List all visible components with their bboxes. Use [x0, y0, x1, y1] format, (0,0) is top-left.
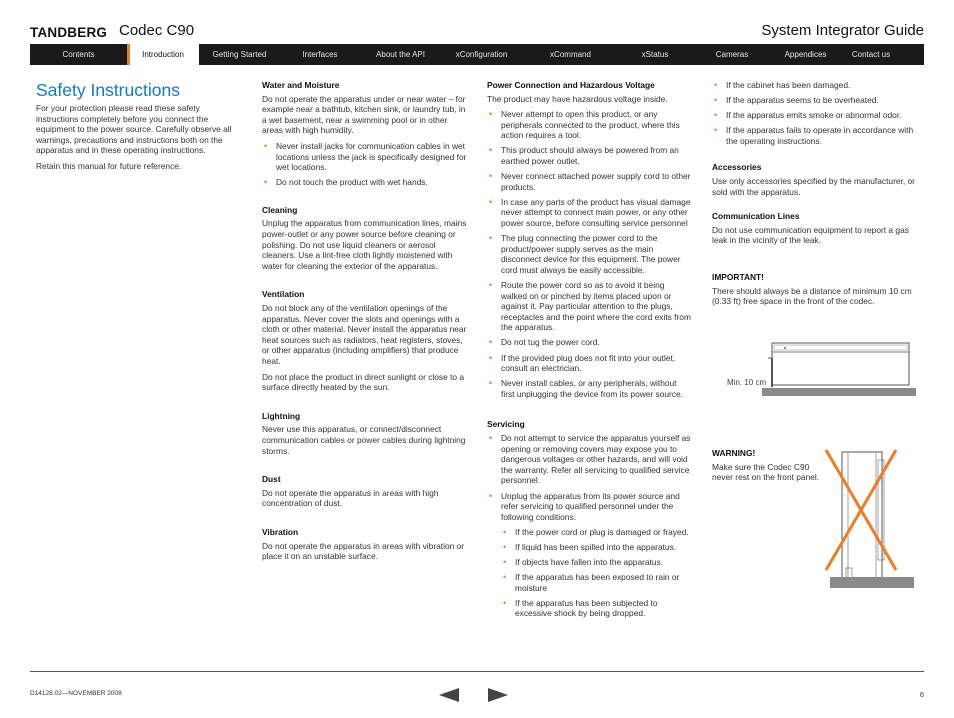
list-item: • In case any parts of the product has visual damage never attempt to connect main power, or any other power source, before consulting service personnel — [487, 197, 692, 229]
warning-text: Make sure the Codec C90 never rest on the front panel. — [712, 461, 820, 483]
tab-xstatus[interactable]: xStatus — [641, 50, 669, 59]
list-item: • If the cabinet has been damaged. — [712, 80, 922, 91]
page-title: Safety Instructions — [36, 80, 180, 100]
communication-text: Do not use communication equipment to report a gas leak in the vicinity of the leak. — [712, 224, 909, 246]
clearance-diagram — [712, 338, 916, 400]
intro-section — [36, 103, 241, 177]
list-item: • Do not attempt to service the apparatus yourself as opening or removing covers may expose you to dangerous voltages or other hazards, and will void the warranty. Refer all servicing to qualified service personnel. — [487, 433, 692, 486]
tab-cameras[interactable]: Cameras — [715, 50, 749, 59]
tab-getting-started[interactable]: Getting Started — [212, 50, 267, 59]
footer-divider — [30, 671, 924, 672]
lightning-heading: Lightning — [262, 410, 301, 421]
tab-contents[interactable]: Contents — [62, 50, 95, 59]
tab-appendices[interactable]: Appendices — [784, 50, 827, 59]
list-item: • Do not touch the product with wet hands. — [262, 177, 467, 188]
communication-heading: Communication Lines — [712, 211, 800, 222]
chapter-tabs — [30, 44, 924, 65]
lightning-text: Never use this apparatus, or connect/disconnect communication cables or power cables during lightning storms. — [262, 424, 466, 456]
list-item: • If the power cord or plug is damaged or frayed. — [487, 527, 692, 538]
safety-column-3 — [487, 80, 692, 623]
list-item: • Do not tug the power cord. — [487, 337, 692, 348]
cleaning-heading: Cleaning — [262, 204, 298, 215]
safety-column-4 — [712, 80, 922, 312]
product-name: Codec C90 — [119, 22, 195, 39]
list-item: • If the apparatus seems to be overheated. — [712, 95, 922, 106]
list-item: • If the apparatus fails to operate in accordance with the operating instructions. — [712, 125, 922, 146]
clearance-label: Min. 10 cm — [727, 378, 767, 387]
ventilation-text: Do not block any of the ventilation openings of the apparatus. Never cover the slots and openings with a cloth or other material. Never install the apparatus near heat sources such as radiators, heat registers, stoves, or other apparatus (including amplifiers) that produce heat. — [262, 303, 467, 366]
power-list — [487, 109, 692, 399]
tandberg-logo: TANDBERG — [30, 25, 108, 40]
tab-contact-us[interactable]: Contact us — [851, 50, 891, 59]
cleaning-text: Unplug the apparatus from communication lines, mains power-outlet or any power source before cleaning or polishing. Do not use liquid cleaners or aerosol cleaners. Use a lint-free cloth lightly moistened with water for cleaning the exterior of the apparatus. — [262, 218, 467, 271]
accessories-heading: Accessories — [712, 162, 762, 173]
retain-note: Retain this manual for future reference. — [36, 160, 182, 171]
dust-text: Do not operate the apparatus in areas with high concentration of dust. — [262, 487, 439, 509]
list-item: • Never connect attached power supply cord to other products. — [487, 171, 692, 192]
list-item: • If the apparatus has been subjected to excessive shock by being dropped. — [487, 598, 692, 619]
tab-interfaces[interactable]: Interfaces — [302, 50, 338, 59]
list-item: • The plug connecting the power cord to the product/power supply serves as the main disconnect device for this equipment. The power cord must always be easily accessible. — [487, 233, 692, 275]
water-text: Do not operate the apparatus under or near water – for example near a bathtub, kitchen sink, or laundry tub, in a wet basement, near a swimming pool or in other areas with high humidity. — [262, 93, 466, 136]
water-heading: Water and Moisture — [262, 80, 340, 90]
list-item: • If the apparatus emits smoke or abnormal odor. — [712, 110, 922, 121]
list-item: • If objects have fallen into the apparatus. — [487, 557, 692, 568]
tab-about-the-api[interactable]: About the API — [376, 50, 425, 59]
intro-paragraph: For your protection please read these safety instructions completely before you connect the equipment to the power source. Carefully observe all warnings, precautions and instructions both on the apparatus and in these operating instructions. — [36, 103, 232, 156]
list-item: • Never install jacks for communication cables in wet locations unless the jack is specifically designed for wet locations. — [262, 141, 467, 173]
list-item: • Never attempt to open this product, or any peripherals connected to the product, where this action requires a tool. — [487, 109, 692, 141]
water-list — [262, 141, 467, 188]
servicing-list — [487, 433, 692, 619]
dust-heading: Dust — [262, 474, 281, 485]
page-number: 6 — [919, 690, 924, 699]
tab-introduction[interactable]: Introduction — [127, 44, 199, 65]
servicing-list-continued — [712, 80, 922, 146]
servicing-heading: Servicing — [487, 419, 525, 430]
warning-section — [712, 448, 822, 488]
power-heading: Power Connection and Hazardous Voltage — [487, 80, 655, 90]
ventilation-heading: Ventilation — [262, 289, 305, 300]
important-heading: IMPORTANT! — [712, 272, 764, 283]
list-item: • If the apparatus has been exposed to rain or moisture — [487, 572, 692, 593]
vibration-heading: Vibration — [262, 526, 299, 537]
accessories-text: Use only accessories specified by the manufacturer, or sold with the apparatus. — [712, 176, 915, 197]
list-item: • Never install cables, or any peripherals, without first unplugging the device from its power source. — [487, 378, 692, 399]
no-front-rest-diagram — [822, 440, 918, 592]
important-text: There should always be a distance of minimum 10 cm (0.33 ft) free space in the front of the codec. — [712, 285, 912, 307]
safety-column-2 — [262, 80, 467, 567]
warning-heading: WARNING! — [712, 448, 756, 458]
document-id: D14128.02—NOVEMBER 2008 — [30, 690, 122, 697]
page-header — [30, 22, 924, 44]
list-item: • If the provided plug does not fit into your outlet, consult an electrician. — [487, 353, 692, 374]
ventilation-text-2: Do not place the product in direct sunlight or close to a surface directly heated by the sun. — [262, 371, 465, 393]
tab-xcommand[interactable]: xCommand — [550, 50, 591, 59]
codec-unit-side — [772, 343, 909, 385]
list-item: • Unplug the apparatus from its power source and refer servicing to qualified personnel under the following conditions: — [487, 491, 692, 523]
tab-xconfiguration[interactable]: xConfiguration — [455, 50, 508, 59]
next-page-arrow-icon[interactable] — [488, 688, 508, 702]
list-item: • This product should always be powered from an earthed power outlet. — [487, 145, 692, 166]
list-item: • If liquid has been spilled into the apparatus. — [487, 542, 692, 553]
guide-title: System Integrator Guide — [761, 22, 924, 39]
previous-page-arrow-icon[interactable] — [439, 688, 459, 702]
power-text: The product may have hazardous voltage inside. — [487, 93, 668, 104]
list-item: • Route the power cord so as to avoid it being walked on or pinched by items placed upon or against it. Pay particular attention to the plugs, receptacles and the point where the cord exits from the apparatus. — [487, 280, 692, 333]
vibration-text: Do not operate the apparatus in areas with vibration or place it on an unstable surface. — [262, 540, 465, 562]
